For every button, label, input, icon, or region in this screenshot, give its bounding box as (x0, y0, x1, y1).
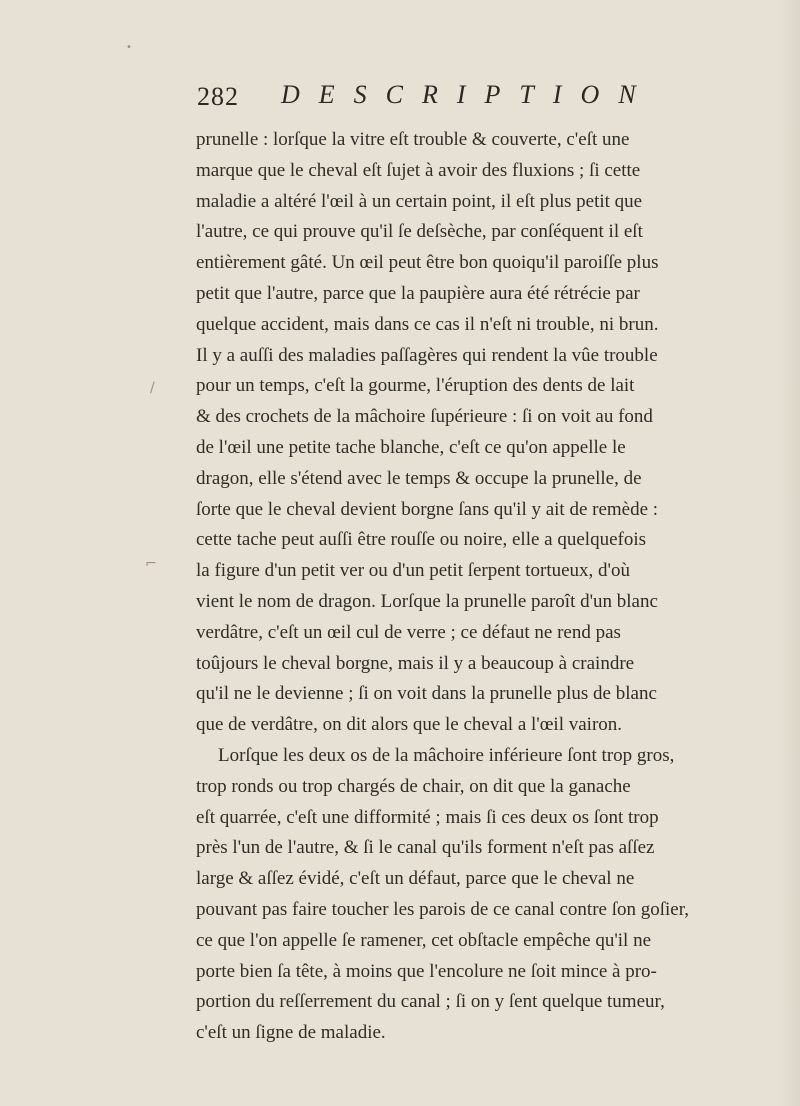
text-line: petit que l'autre, parce que la paupière aura été rétrécie par (196, 282, 640, 304)
page-number: 282 (197, 82, 239, 111)
scan-speck: / (150, 380, 155, 396)
text-line: quelque accident, mais dans ce cas il n'eſt ni trouble, ni brun. (196, 313, 659, 335)
page-header (197, 80, 655, 120)
text-line: la figure d'un petit ver ou d'un petit ſerpent tortueux, d'où (196, 560, 630, 582)
text-line: & des crochets de la mâchoire ſupérieure : ſi on voit au fond (196, 406, 653, 428)
text-line: de l'œil une petite tache blanche, c'eſt ce qu'on appelle le (196, 436, 626, 458)
text-line: c'eſt un ſigne de maladie. (196, 1022, 386, 1044)
text-line: pour un temps, c'eſt la gourme, l'éruption des dents de lait (196, 375, 635, 397)
scan-speck: • (126, 42, 132, 53)
text-line: prunelle : lorſque la vitre eſt trouble & couverte, c'eſt une (196, 129, 630, 150)
text-line: l'autre, ce qui prouve qu'il ſe deſsèche, par conſéquent il eſt (196, 221, 643, 243)
text-line: Lorſque les deux os de la mâchoire inférieure ſont trop gros, (218, 744, 675, 766)
text-line: qu'il ne le devienne ; ſi on voit dans la prunelle plus de blanc (196, 683, 657, 705)
text-line: pouvant pas faire toucher les parois de ce canal contre ſon goſier, (196, 898, 690, 920)
text-line: eſt quarrée, c'eſt une difformité ; mais ſi ces deux os ſont trop (196, 806, 659, 828)
text-line: toûjours le cheval borgne, mais il y a beaucoup à craindre (196, 652, 635, 674)
running-head: DESCRIPTION (281, 80, 655, 109)
text-line: cette tache peut auſſi être rouſſe ou noire, elle a quelquefois (196, 529, 646, 551)
text-line: ſorte que le cheval devient borgne ſans qu'il y ait de remède : (196, 498, 659, 520)
text-line: entièrement gâté. Un œil peut être bon quoiqu'il paroiſſe plus (196, 252, 659, 274)
text-line: porte bien ſa tête, à moins que l'encolure ne ſoit mince à pro- (196, 960, 657, 982)
text-line: dragon, elle s'étend avec le temps & occupe la prunelle, de (196, 467, 642, 489)
text-line: près l'un de l'autre, & ſi le canal qu'ils forment n'eſt pas aſſez (196, 837, 655, 859)
text-line: large & aſſez évidé, c'eſt un défaut, parce que le cheval ne (196, 868, 635, 890)
text-line: ce que l'on appelle ſe ramener, cet obſtacle empêche qu'il ne (196, 929, 651, 951)
text-line: que de verdâtre, on dit alors que le cheval a l'œil vairon. (196, 714, 623, 736)
text-line: marque que le cheval eſt ſujet à avoir des fluxions ; ſi cette (196, 159, 641, 181)
text-line: portion du reſſerrement du canal ; ſi on y ſent quelque tumeur, (196, 991, 665, 1013)
text-line: maladie a altéré l'œil à un certain point, il eſt plus petit que (196, 190, 643, 212)
text-line: verdâtre, c'eſt un œil cul de verre ; ce défaut ne rend pas (196, 621, 621, 643)
text-line: trop ronds ou trop chargés de chair, on dit que la ganache (196, 775, 631, 797)
text-line: vient le nom de dragon. Lorſque la prunelle paroît d'un blanc (196, 590, 658, 612)
scan-speck: ⌐ (145, 556, 157, 572)
text-line: Il y a auſſi des maladies paſſagères qui rendent la vûe trouble (196, 344, 658, 366)
body-text (196, 125, 690, 1049)
